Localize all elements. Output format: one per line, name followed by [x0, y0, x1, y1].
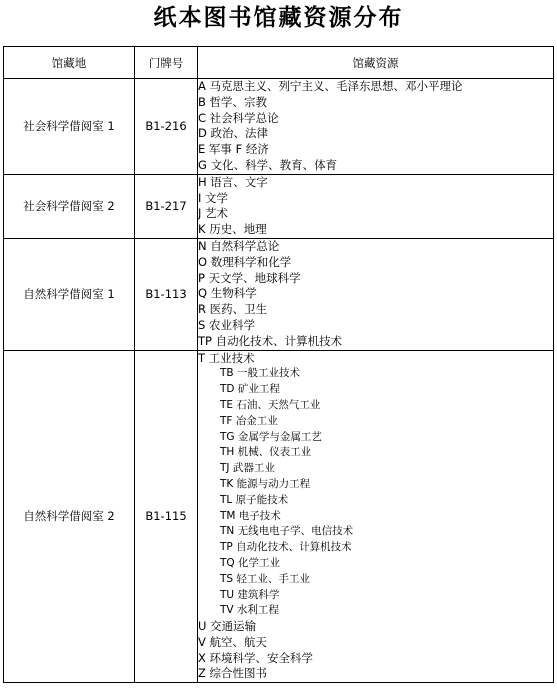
table-row: [4, 79, 554, 175]
resource-sub-item: TQ 化学工业: [220, 556, 281, 569]
resource-item: O 数理科学和化学: [198, 254, 292, 269]
resource-sub-item: TM 电子技术: [220, 509, 281, 522]
resource-sub-item: TP 自动化技术、计算机技术: [220, 541, 352, 554]
resource-sub-item: TU 建筑科学: [220, 588, 280, 601]
resource-item: T 工业技术: [198, 350, 255, 365]
resources-cell: [198, 350, 554, 683]
resource-item: V 航空、航天: [198, 634, 268, 649]
room-cell: 社会科学借阅室 2: [4, 174, 135, 238]
resource-item: J 艺术: [198, 206, 229, 221]
resources-cell: [198, 79, 554, 175]
resource-item: TP 自动化技术、计算机技术: [198, 333, 343, 348]
door-cell: B1-115: [135, 350, 198, 683]
resource-sub-item: TS 轻工业、手工业: [220, 572, 310, 585]
resource-item: R 医药、卫生: [198, 302, 268, 317]
resource-item: Z 综合性图书: [198, 666, 268, 681]
resource-sub-item: TN 无线电电子学、电信技术: [220, 525, 354, 538]
resource-sub-item: TL 原子能技术: [220, 493, 289, 506]
header-resources: 馆藏资源: [198, 47, 554, 79]
room-cell: 社会科学借阅室 1: [4, 79, 135, 175]
resource-item: K 历史、地理: [198, 222, 267, 237]
resource-sub-item: TE 石油、天然气工业: [220, 398, 321, 411]
resource-item: X 环境科学、安全科学: [198, 650, 314, 665]
resource-item: S 农业科学: [198, 317, 255, 332]
resource-item: A 马克思主义、列宁主义、毛泽东思想、邓小平理论: [198, 79, 463, 93]
table-row: [4, 174, 554, 238]
resource-sub-item: TG 金属学与金属工艺: [220, 430, 322, 443]
resource-item: P 天文学、地球科学: [198, 270, 301, 285]
resource-item: N 自然科学总论: [198, 238, 280, 253]
room-cell: 自然科学借阅室 1: [4, 238, 135, 350]
holdings-table: [3, 46, 554, 683]
resource-sub-item: TF 冶金工业: [220, 414, 278, 427]
resources-cell: [198, 174, 554, 238]
header-room: 馆藏地: [4, 47, 135, 79]
resource-item: H 语言、文字: [198, 174, 268, 189]
door-cell: B1-113: [135, 238, 198, 350]
resource-item: G 文化、科学、教育、体育: [198, 157, 338, 172]
door-cell: B1-217: [135, 174, 198, 238]
header-row: [4, 47, 554, 79]
resource-item: B 哲学、宗教: [198, 94, 268, 109]
header-door: 门牌号: [135, 47, 198, 79]
door-cell: B1-216: [135, 79, 198, 175]
table-row: [4, 238, 554, 350]
resource-item: E 军事 F 经济: [198, 142, 269, 157]
resource-sub-item: TV 水利工程: [220, 604, 279, 617]
resource-sub-item: TD 矿业工程: [220, 383, 280, 396]
resources-cell: [198, 238, 554, 350]
resource-sub-item: TH 机械、仪表工业: [220, 446, 312, 459]
resource-sub-item: TB 一般工业技术: [220, 367, 300, 380]
resource-sub-item: TK 能源与动力工程: [220, 477, 311, 490]
resource-item: I 文学: [198, 190, 229, 205]
resource-item: U 交通运输: [198, 619, 257, 634]
resource-item: C 社会科学总论: [198, 110, 279, 125]
resource-item: Q 生物科学: [198, 286, 257, 301]
page-title: 纸本图书馆藏资源分布: [153, 5, 404, 31]
resource-item: D 政治、法律: [198, 126, 269, 141]
room-cell: 自然科学借阅室 2: [4, 350, 135, 683]
table-row: [4, 350, 554, 683]
resource-sub-item: TJ 武器工业: [220, 462, 275, 475]
